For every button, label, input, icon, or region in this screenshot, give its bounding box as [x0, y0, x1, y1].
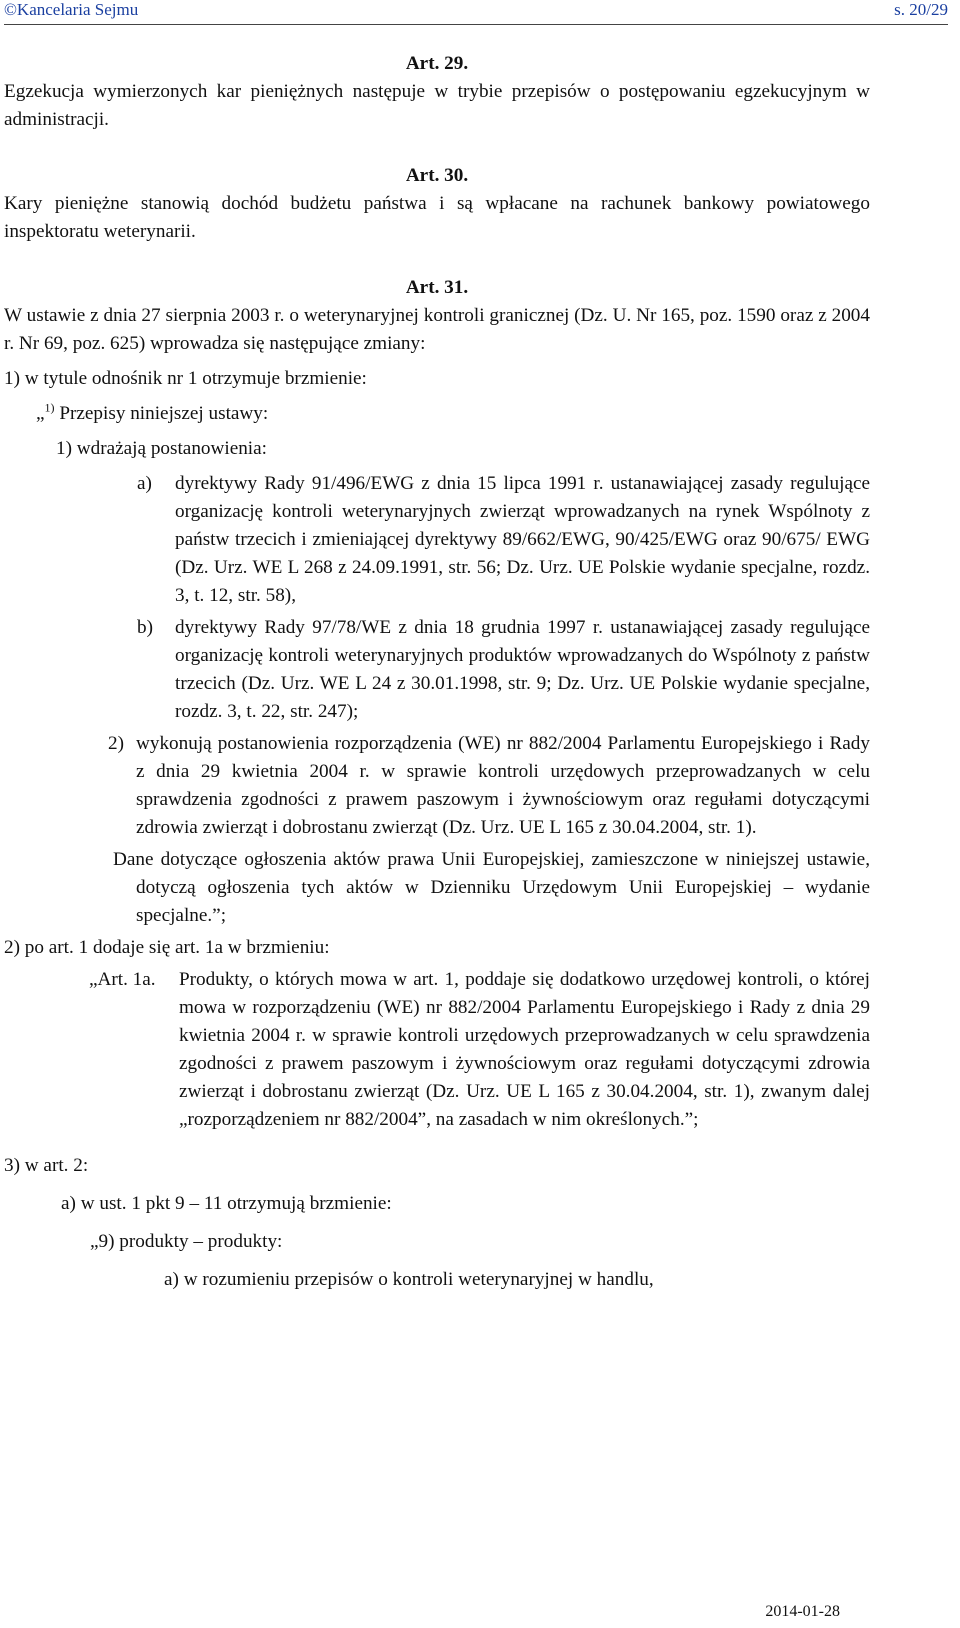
new-article: „Art. 1a. Produkty, o których mowa w art. 1, poddaje się dodatkowo urzędowej kontroli, o której mowa w rozporządzeniu (WE) nr 882/2004 Parlamentu Europejskiego i Rady z dnia 29 kwietnia 2004 r. w sprawie kontroli urzędowych przeprowadzanych w celu sprawdzenia zgodności z prawem paszowym i żywnościowym oraz regułami dotyczącymi zdrowia zwierząt i dobrostanu zwierząt (Dz. Urz. UE L 165 z 30.04.2004, str. 1), zwanym dalej „rozporządzeniem nr 882/2004”, na zasadach w nim określonych.”; [89, 969, 870, 1130]
amendment-point: 1) w tytule odnośnik nr 1 otrzymuje brzmienie: [4, 368, 367, 389]
article-heading: Art. 29. [405, 53, 469, 74]
footnote-item: 2) wykonują postanowienia rozporządzenia (WE) nr 882/2004 Parlamentu Europejskiego i Rady z dnia 29 kwietnia 2004 r. w sprawie kontroli urzędowych przeprowadzanych w celu sprawdzenia zgodności z prawem paszowym i żywnościowym oraz regułami dotyczącymi zdrowia zwierząt i dobrostanu zwierząt (Dz. Urz. UE L 165 z 30.04.2004, str. 1). [108, 733, 870, 838]
page-number: s. 20/29 [894, 0, 948, 19]
footnote-subitem: b) dyrektywy Rady 97/78/WE z dnia 18 grudnia 1997 r. ustanawiającej zasady regulujące organizację kontroli weterynaryjnych produktów wprowadzanych do Wspólnoty z państw trzecich (Dz. Urz. WE L 24 z 30.01.1998, str. 9; Dz. Urz. UE Polskie wydanie specjalne, rozdz. 3, t. 22, str. 247); [137, 617, 870, 722]
article-text: W ustawie z dnia 27 sierpnia 2003 r. o weterynaryjnej kontroli granicznej (Dz. U. Nr 165, poz. 1590 oraz z 2004 r. Nr 69, poz. 625) wprowadza się następujące zmiany: [4, 305, 870, 354]
definition-item: „9) produkty – produkty: [90, 1231, 283, 1252]
amendment-point: 2) po art. 1 dodaje się art. 1a w brzmieniu: [4, 937, 330, 958]
article-heading: Art. 31. [405, 277, 469, 298]
footnote-item: 1) wdrażają postanowienia: [56, 438, 267, 459]
footnote-mark: 1) [44, 400, 55, 415]
document-body [4, 50, 870, 1294]
article-text: Kary pieniężne stanowią dochód budżetu państwa i są wpłacane na rachunek bankowy powiatowego inspektoratu weterynarii. [4, 193, 870, 242]
footnote-intro: „$^{1)}$ Przepisy niniejszej ustawy: [36, 400, 269, 424]
document-date: 2014-01-28 [765, 1603, 840, 1620]
amendment-subpoint: a) w ust. 1 pkt 9 – 11 otrzymują brzmienie: [61, 1193, 392, 1214]
publication-note: Dane dotyczące ogłoszenia aktów prawa Unii Europejskiej, zamieszczone w niniejszej ustawie, dotyczą ogłoszenia tych aktów w Dzienniku Urzędowym Unii Europejskiej – wydanie specjalne.”; [113, 849, 870, 926]
definition-subitem: a) w rozumieniu przepisów o kontroli weterynaryjnej w handlu, [164, 1269, 654, 1290]
page-header [4, 0, 948, 25]
publisher-label: ©Kancelaria Sejmu [4, 0, 139, 19]
article-heading: Art. 30. [405, 165, 469, 186]
footnote-subitem: a) dyrektywy Rady 91/496/EWG z dnia 15 lipca 1991 r. ustanawiającej zasady regulujące organizację kontroli weterynaryjnych zwierząt wprowadzanych na rynek Wspólnoty z państw trzecich i zmieniającej dyrektywy 89/662/EWG, 90/425/EWG oraz 90/675/ EWG (Dz. Urz. WE L 268 z 24.09.1991, str. 56; Dz. Urz. UE Polskie wydanie specjalne, rozdz. 3, t. 12, str. 58), [137, 473, 870, 606]
amendment-point: 3) w art. 2: [4, 1155, 89, 1176]
article-text: Egzekucja wymierzonych kar pieniężnych następuje w trybie przepisów o postępowaniu egzekucyjnym w administracji. [4, 81, 870, 130]
